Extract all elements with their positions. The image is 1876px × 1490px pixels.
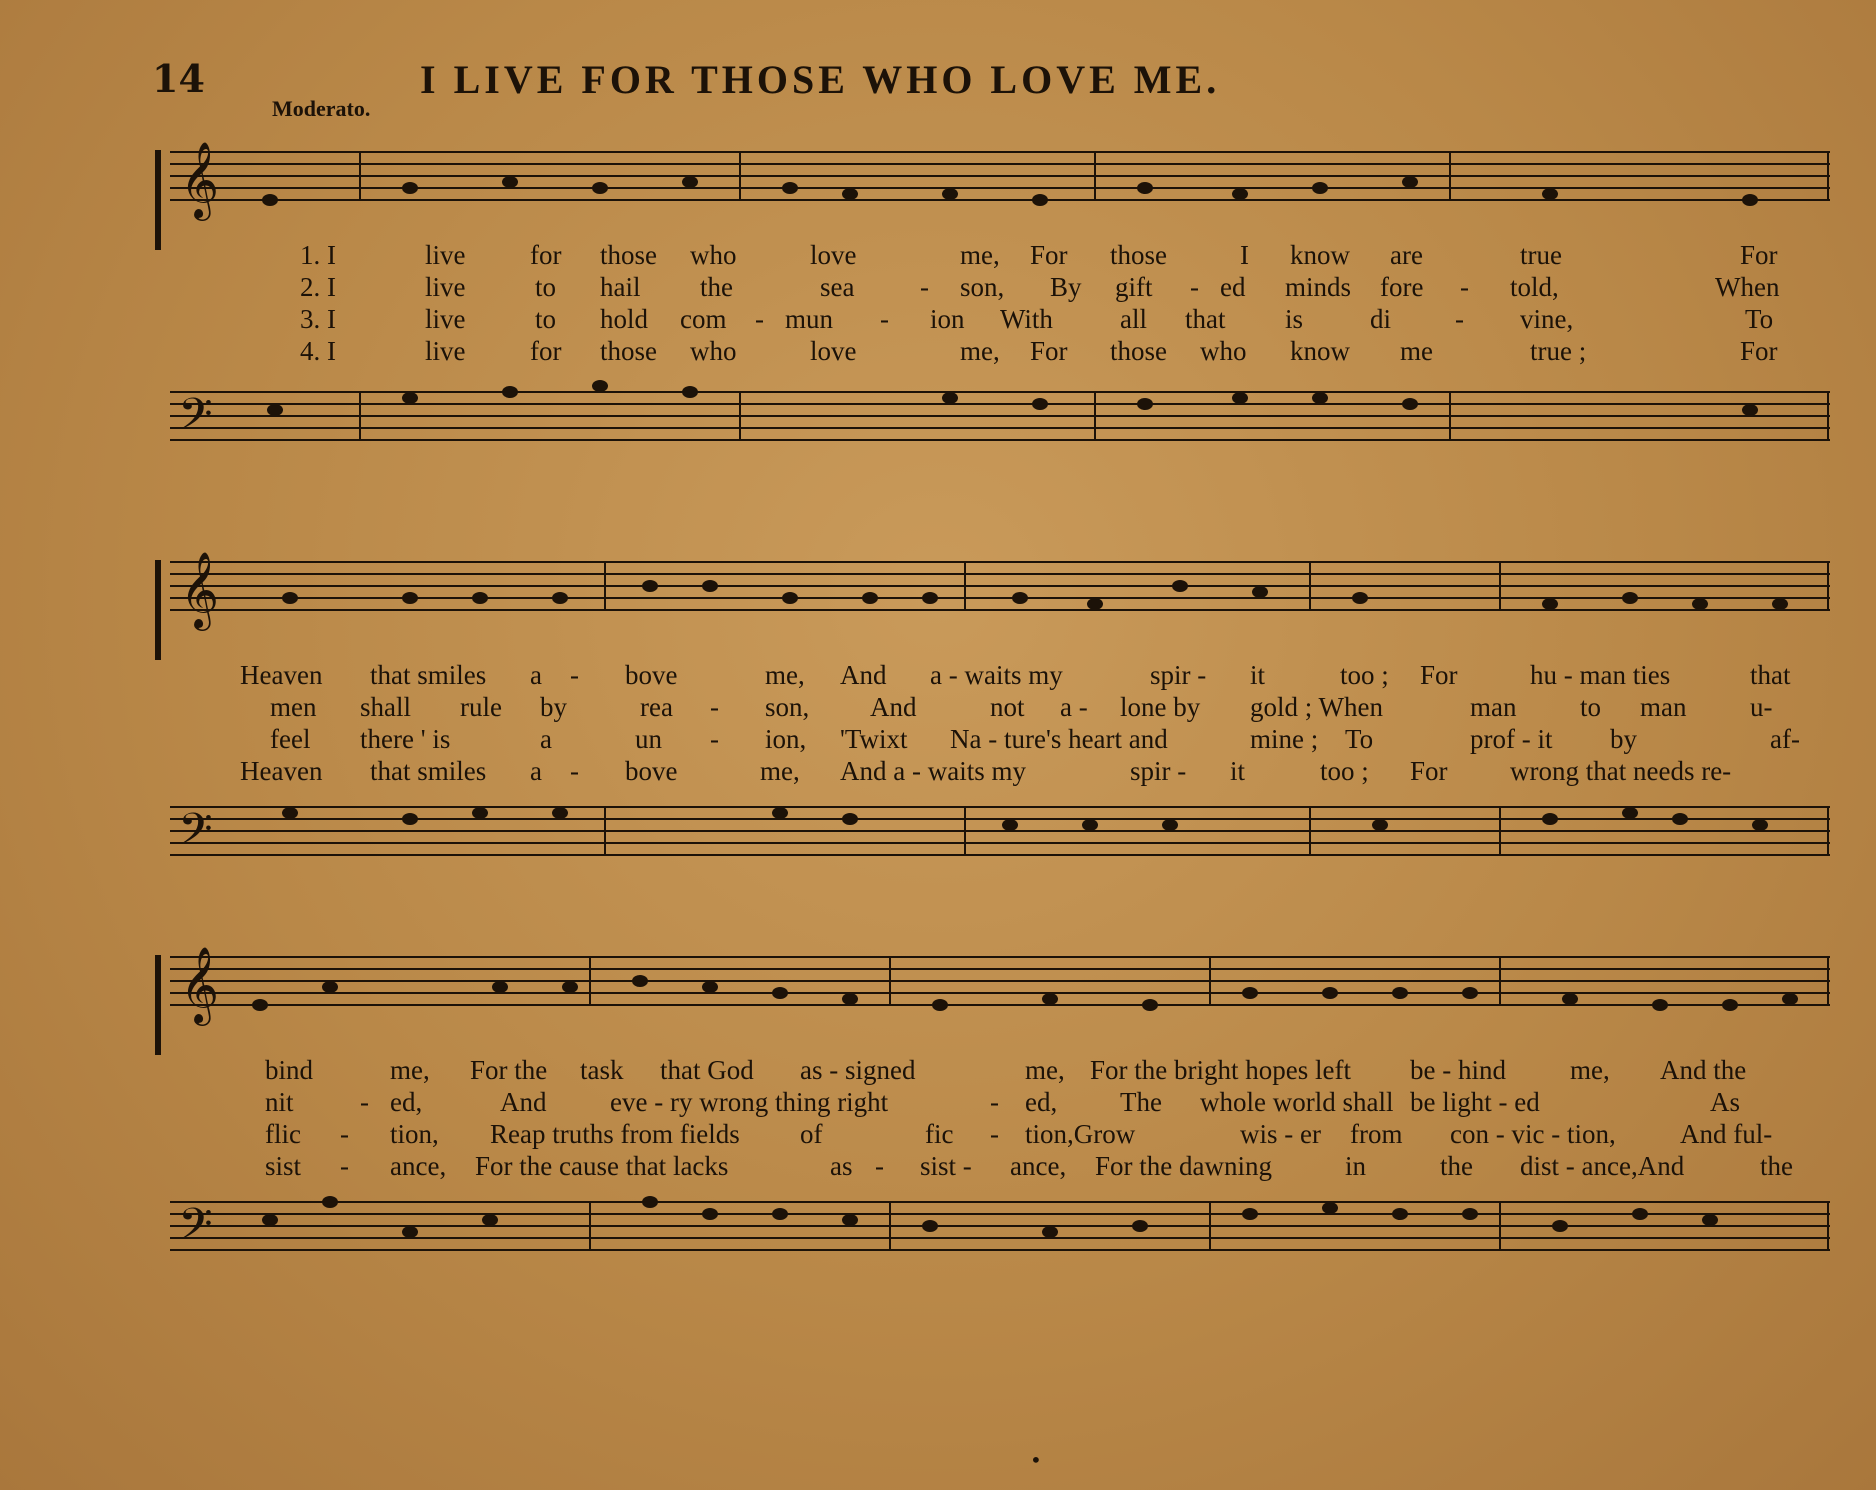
lyric-syllable: love: [810, 240, 857, 270]
lyric-syllable: that God: [660, 1055, 754, 1085]
lyric-syllable: son,: [765, 692, 810, 722]
lyric-syllable: 2. I: [300, 272, 336, 302]
lyric-syllable: to: [535, 304, 557, 334]
svg-text:𝄞: 𝄞: [180, 551, 220, 628]
lyric-syllable: that smiles: [370, 756, 487, 786]
lyric-syllable: And: [870, 692, 917, 722]
lyric-verse-4: [190, 756, 1810, 788]
lyric-syllable: For: [1030, 240, 1068, 270]
lyric-syllable: When: [1715, 272, 1780, 302]
lyric-syllable: -: [1460, 272, 1469, 302]
lyric-syllable: me,: [960, 240, 1000, 270]
lyric-syllable: by: [1610, 724, 1637, 754]
lyric-syllable: the: [1760, 1151, 1793, 1181]
page-number: 14: [152, 56, 205, 101]
lyric-syllable: true: [1520, 240, 1562, 270]
lyric-syllable: The: [1120, 1087, 1162, 1117]
lyric-syllable: ed,: [1025, 1087, 1058, 1117]
lyric-syllable: to: [535, 272, 557, 302]
lyric-syllable: un: [635, 724, 662, 754]
lyric-syllable: live: [425, 240, 466, 270]
lyric-verse-1: [190, 660, 1810, 692]
lyric-syllable: ance,: [1010, 1151, 1067, 1181]
lyric-syllable: fore: [1380, 272, 1424, 302]
lyric-syllable: For the dawning: [1095, 1151, 1272, 1181]
lyric-syllable: live: [425, 336, 466, 366]
lyric-syllable: To: [1345, 724, 1374, 754]
lyric-syllable: To: [1745, 304, 1774, 334]
lyric-syllable: For the bright hopes left: [1090, 1055, 1351, 1085]
lyric-verse-3: [190, 724, 1810, 756]
lyric-syllable: as: [830, 1151, 853, 1181]
lyric-syllable: sist: [265, 1151, 302, 1181]
svg-text:𝄢: 𝄢: [178, 803, 213, 866]
lyric-syllable: prof - it: [1470, 724, 1553, 754]
lyric-syllable: be - hind: [1410, 1055, 1506, 1085]
lyric-syllable: that smiles: [370, 660, 487, 690]
lyric-syllable: -: [1190, 272, 1199, 302]
lyric-syllable: hu - man ties: [1530, 660, 1671, 690]
lyric-syllable: bind: [265, 1055, 314, 1085]
lyric-syllable: a: [530, 756, 542, 786]
lyric-syllable: who: [690, 336, 737, 366]
lyric-syllable: And a - waits my: [840, 756, 1026, 786]
lyric-syllable: from: [1350, 1119, 1403, 1149]
treble-staff-lines: [150, 945, 1840, 1055]
lyric-syllable: dist - ance,And: [1520, 1151, 1685, 1181]
lyric-syllable: tion,Grow: [1025, 1119, 1136, 1149]
lyric-syllable: gift: [1115, 272, 1153, 302]
lyric-verse-1: [190, 240, 1810, 272]
lyric-verse-2: [190, 272, 1810, 304]
lyric-syllable: And ful-: [1680, 1119, 1773, 1149]
lyric-syllable: hail: [600, 272, 641, 302]
lyric-syllable: For: [1030, 336, 1068, 366]
lyric-syllable: the: [700, 272, 733, 302]
lyric-syllable: With: [1000, 304, 1053, 334]
lyric-syllable: -: [990, 1119, 999, 1149]
lyric-syllable: feel: [270, 724, 311, 754]
lyric-syllable: hold: [600, 304, 649, 334]
lyric-syllable: be light - ed: [1410, 1087, 1540, 1117]
lyric-syllable: rea: [640, 692, 673, 722]
lyric-syllable: -: [340, 1119, 349, 1149]
lyric-syllable: flic: [265, 1119, 301, 1149]
lyric-syllable: For: [1740, 336, 1778, 366]
tempo-marking: Moderato.: [272, 96, 371, 121]
svg-text:𝄢: 𝄢: [178, 388, 213, 451]
treble-staff-lines: [150, 550, 1840, 660]
lyric-syllable: af-: [1770, 724, 1800, 754]
lyric-syllable: 3. I: [300, 304, 336, 334]
lyric-syllable: who: [690, 240, 737, 270]
lyric-syllable: vine,: [1520, 304, 1574, 334]
lyrics-block: [190, 660, 1810, 788]
lyric-verse-3: [190, 304, 1810, 336]
lyric-syllable: not: [990, 692, 1025, 722]
lyric-syllable: For: [1410, 756, 1448, 786]
lyric-syllable: Heaven: [240, 660, 323, 690]
lyric-verse-2: [190, 692, 1810, 724]
lyrics-block: [190, 240, 1810, 368]
lyric-syllable: By: [1050, 272, 1082, 302]
lyric-syllable: a -: [1060, 692, 1088, 722]
lyric-verse-4: [190, 1151, 1810, 1183]
lyric-syllable: -: [570, 660, 579, 690]
svg-text:𝄞: 𝄞: [180, 141, 220, 218]
lyric-syllable: sea: [820, 272, 855, 302]
lyric-syllable: ance,: [390, 1151, 447, 1181]
lyric-syllable: me,: [1570, 1055, 1610, 1085]
lyric-syllable: a: [540, 724, 552, 754]
lyric-syllable: gold ; When: [1250, 692, 1383, 722]
lyric-syllable: there ' is: [360, 724, 451, 754]
lyric-syllable: men: [270, 692, 317, 722]
lyric-syllable: in: [1345, 1151, 1367, 1181]
lyric-syllable: u-: [1750, 692, 1773, 722]
lyric-syllable: son,: [960, 272, 1005, 302]
lyric-syllable: whole world shall: [1200, 1087, 1394, 1117]
lyric-syllable: 'Twixt: [840, 724, 908, 754]
lyric-syllable: rule: [460, 692, 502, 722]
lyric-syllable: And: [500, 1087, 547, 1117]
lyric-syllable: that: [1750, 660, 1791, 690]
lyric-syllable: bove: [625, 756, 678, 786]
lyric-syllable: is: [1285, 304, 1304, 334]
lyric-syllable: -: [360, 1087, 369, 1117]
lyric-syllable: ion,: [765, 724, 807, 754]
lyric-syllable: for: [530, 240, 562, 270]
lyric-syllable: too ;: [1320, 756, 1369, 786]
lyric-syllable: all: [1120, 304, 1147, 334]
lyric-syllable: -: [570, 756, 579, 786]
lyric-syllable: ed: [1220, 272, 1246, 302]
lyric-syllable: fic: [925, 1119, 954, 1149]
lyric-syllable: a - waits my: [930, 660, 1063, 690]
lyric-syllable: lone by: [1120, 692, 1201, 722]
lyric-verse-3: [190, 1119, 1810, 1151]
lyric-syllable: -: [990, 1087, 999, 1117]
lyric-syllable: For: [1420, 660, 1458, 690]
print-dot: •: [1030, 1448, 1042, 1472]
lyric-syllable: by: [540, 692, 567, 722]
lyric-verse-1: [190, 1055, 1810, 1087]
lyric-syllable: that: [1185, 304, 1226, 334]
lyric-verse-4: [190, 336, 1810, 368]
lyric-syllable: di: [1370, 304, 1392, 334]
svg-text:𝄞: 𝄞: [180, 946, 220, 1023]
lyric-syllable: those: [600, 240, 657, 270]
lyric-syllable: wrong that needs re-: [1510, 756, 1732, 786]
lyric-syllable: As: [1710, 1087, 1741, 1117]
lyric-syllable: told,: [1510, 272, 1559, 302]
lyric-syllable: of: [800, 1119, 823, 1149]
song-title: I LIVE FOR THOSE WHO LOVE ME.: [420, 57, 1221, 102]
lyric-verse-2: [190, 1087, 1810, 1119]
lyric-syllable: 4. I: [300, 336, 336, 366]
lyric-syllable: those: [600, 336, 657, 366]
lyric-syllable: man: [1470, 692, 1517, 722]
lyric-syllable: wis - er: [1240, 1119, 1321, 1149]
lyric-syllable: Heaven: [240, 756, 323, 786]
lyric-syllable: live: [425, 304, 466, 334]
lyric-syllable: mine ;: [1250, 724, 1319, 754]
lyric-syllable: me,: [390, 1055, 430, 1085]
lyric-syllable: -: [755, 304, 764, 334]
lyric-syllable: ion: [930, 304, 965, 334]
lyric-syllable: Reap truths from fields: [490, 1119, 740, 1149]
lyric-syllable: And the: [1660, 1055, 1747, 1085]
bass-staff-lines: [150, 795, 1840, 895]
lyric-syllable: those: [1110, 240, 1167, 270]
lyric-syllable: com: [680, 304, 727, 334]
lyric-syllable: the: [1440, 1151, 1473, 1181]
lyric-syllable: love: [810, 336, 857, 366]
lyric-syllable: -: [1455, 304, 1464, 334]
lyric-syllable: eve - ry wrong thing right: [610, 1087, 889, 1117]
lyric-syllable: it: [1250, 660, 1266, 690]
lyric-syllable: -: [920, 272, 929, 302]
lyric-syllable: me: [1400, 336, 1433, 366]
lyric-syllable: know: [1290, 336, 1350, 366]
svg-text:𝄢: 𝄢: [178, 1198, 213, 1261]
treble-staff-lines: [150, 140, 1840, 250]
lyric-syllable: For the cause that lacks: [475, 1151, 729, 1181]
lyric-syllable: spir -: [1150, 660, 1207, 690]
lyric-syllable: me,: [1025, 1055, 1065, 1085]
lyric-syllable: -: [880, 304, 889, 334]
lyric-syllable: spir -: [1130, 756, 1187, 786]
lyric-syllable: -: [710, 724, 719, 754]
lyric-syllable: bove: [625, 660, 678, 690]
bass-staff-lines: [150, 380, 1840, 480]
lyric-syllable: those: [1110, 336, 1167, 366]
lyric-syllable: man: [1640, 692, 1687, 722]
lyric-syllable: task: [580, 1055, 624, 1085]
bass-staff-lines: [150, 1190, 1840, 1300]
lyric-syllable: con - vic - tion,: [1450, 1119, 1616, 1149]
lyric-syllable: true ;: [1530, 336, 1587, 366]
lyric-syllable: it: [1230, 756, 1246, 786]
lyrics-block: [190, 1055, 1810, 1183]
lyric-syllable: are: [1390, 240, 1423, 270]
lyric-syllable: me,: [960, 336, 1000, 366]
lyric-syllable: nit: [265, 1087, 294, 1117]
lyric-syllable: For the: [470, 1055, 548, 1085]
lyric-syllable: minds: [1285, 272, 1352, 302]
lyric-syllable: mun: [785, 304, 834, 334]
lyric-syllable: -: [710, 692, 719, 722]
lyric-syllable: know: [1290, 240, 1350, 270]
lyric-syllable: me,: [765, 660, 805, 690]
lyric-syllable: to: [1580, 692, 1602, 722]
lyric-syllable: as - signed: [800, 1055, 916, 1085]
lyric-syllable: a: [530, 660, 542, 690]
lyric-syllable: for: [530, 336, 562, 366]
lyric-syllable: too ;: [1340, 660, 1389, 690]
lyric-syllable: live: [425, 272, 466, 302]
lyric-syllable: ed,: [390, 1087, 423, 1117]
lyric-syllable: who: [1200, 336, 1247, 366]
lyric-syllable: me,: [760, 756, 800, 786]
lyric-syllable: Na - ture's heart and: [950, 724, 1168, 754]
lyric-syllable: shall: [360, 692, 411, 722]
lyric-syllable: sist -: [920, 1151, 972, 1181]
lyric-syllable: I: [1240, 240, 1249, 270]
lyric-syllable: -: [875, 1151, 884, 1181]
lyric-syllable: tion,: [390, 1119, 439, 1149]
lyric-syllable: 1. I: [300, 240, 336, 270]
lyric-syllable: -: [340, 1151, 349, 1181]
lyric-syllable: And: [840, 660, 887, 690]
lyric-syllable: For: [1740, 240, 1778, 270]
